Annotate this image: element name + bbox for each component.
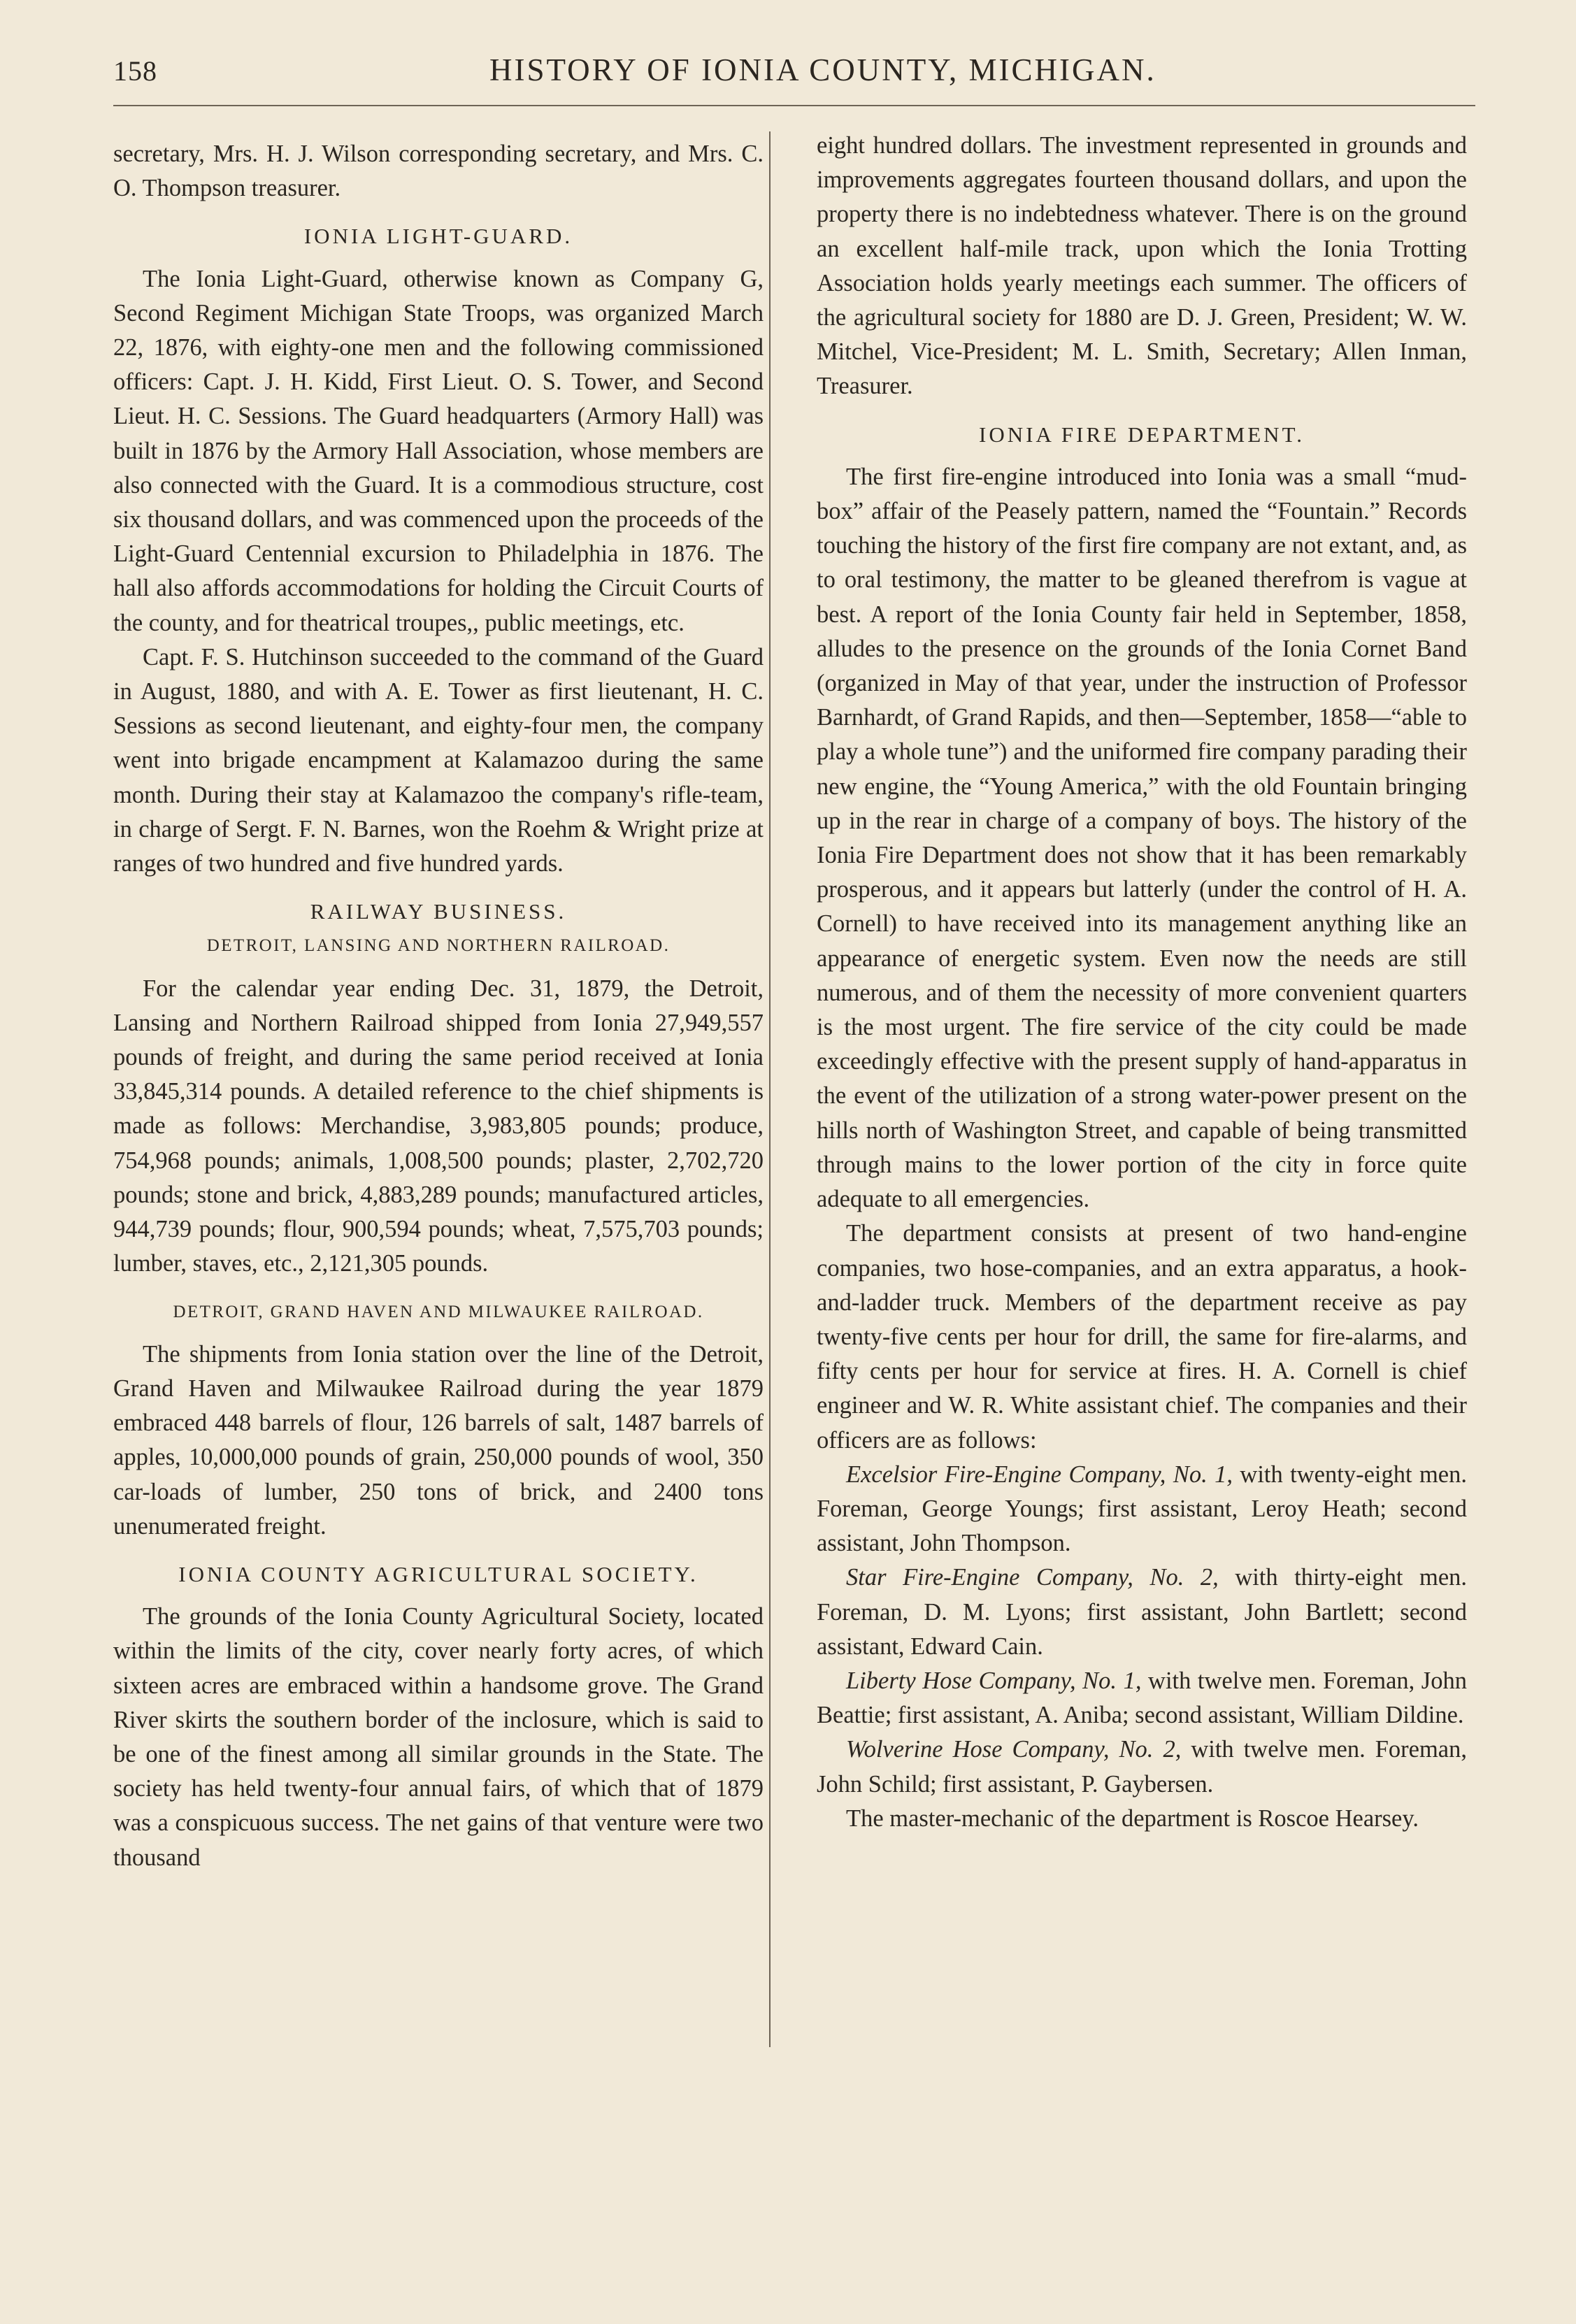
company-text: with twelve men. Foreman, John Beattie; first assistant, A. Aniba; second assistant, William Dildine.: [817, 1667, 1467, 1729]
light-guard-paragraph-2: Capt. F. S. Hutchinson succeeded to the command of the Guard in August, 1880, and with A. E. Tower as first lieutenant, H. C. Sessions as second lieutenant, and eighty-four men, the company went into brigade encampment at Kalamazoo during the same month. During their stay at Kalamazoo the company's rifle-team, in charge of Sergt. F. N. Barnes, won the Roehm & Wright prize at ranges of two hundred and five hundred yards.: [113, 643, 764, 877]
company-name: Liberty Hose Company, No. 1,: [846, 1667, 1142, 1694]
company-entry: [817, 1664, 1467, 1733]
company-text: with thirty-eight men. Foreman, D. M. Lyons; first assistant, John Bartlett; second assistant, Edward Cain.: [817, 1564, 1468, 1660]
company-name: Excelsior Fire-Engine Company, No. 1,: [846, 1461, 1233, 1488]
running-title: HISTORY OF IONIA COUNTY, MICHIGAN.: [489, 52, 1156, 87]
header-rule: [113, 105, 1475, 106]
column-divider: [769, 131, 771, 2047]
company-entry: [817, 1561, 1467, 1664]
railroad-subheading-2: DETROIT, GRAND HAVEN AND MILWAUKEE RAILROAD.: [173, 1302, 704, 1321]
left-column: [113, 137, 764, 1875]
page-number: 158: [113, 55, 157, 87]
light-guard-heading: IONIA LIGHT-GUARD.: [303, 224, 573, 249]
company-name: Star Fire-Engine Company, No. 2,: [846, 1564, 1219, 1591]
railroad-paragraph-2: The shipments from Ionia station over the line of the Detroit, Grand Haven and Milwaukee Railroad during the year 1879 embraced 448 barrels of flour, 126 barrels of salt, 1487 barrels of apples, 10,000,000 pounds of grain, 250,000 pounds of wool, 350 car-loads of lumber, 250 tons of brick, and 2400 tons unenumerated freight.: [113, 1340, 764, 1540]
railroad-paragraph-1: For the calendar year ending Dec. 31, 1879, the Detroit, Lansing and Northern Railroad shipped from Ionia 27,949,557 pounds of freight, and during the same period received at Ionia 33,845,314 pounds. A detailed reference to the chief shipments is made as follows: Merchandise, 3,983,805 pounds; produce, 754,968 pounds; animals, 1,008,500 pounds; plaster, 2,702,720 pounds; stone and brick, 4,883,289 pounds; manufactured articles, 944,739 pounds; flour, 900,594 pounds; wheat, 7,575,703 pounds; lumber, staves, etc., 2,121,305 pounds.: [113, 975, 764, 1277]
agricultural-heading: IONIA COUNTY AGRICULTURAL SOCIETY.: [178, 1561, 699, 1586]
light-guard-paragraph-1: The Ionia Light-Guard, otherwise known as Company G, Second Regiment Michigan State Troops, was organized March 22, 1876, with eighty-one men and the following commissioned officers: Capt. J. H. Kidd, First Lieut. O. S. Tower, and Second Lieut. H. C. Sessions. The Guard headquarters (Armory Hall) was built in 1876 by the Armory Hall Association, whose members are also connected with the Guard. It is a commodious structure, cost six thousand dollars, and was commenced upon the proceeds of the Light-Guard Centennial excursion to Philadelphia in 1876. The hall also affords accommodations for holding the Circuit Courts of the county, and for theatrical troupes,, public meetings, etc.: [113, 265, 764, 636]
fire-department-heading: IONIA FIRE DEPARTMENT.: [979, 422, 1305, 447]
intro-paragraph: secretary, Mrs. H. J. Wilson corresponding secretary, and Mrs. C. O. Thompson treasurer.: [113, 141, 764, 202]
continued-paragraph: eight hundred dollars. The investment represented in grounds and improvements aggregates fourteen thousand dollars, and upon the property there is no indebtedness whatever. There is on the ground an excellent half-mile track, upon which the Ionia Trotting Association holds yearly meetings each summer. The officers of the agricultural society for 1880 are D. J. Green, President; W. W. Mitchel, Vice-President; M. L. Smith, Secretary; Allen Inman, Treasurer.: [817, 132, 1467, 400]
company-name: Wolverine Hose Company, No. 2,: [846, 1736, 1182, 1763]
agricultural-paragraph: The grounds of the Ionia County Agricultural Society, located within the limits of the city, cover nearly forty acres, of which sixteen acres are embraced within a handsome grove. The Grand River skirts the southern border of the inclosure, which is said to be one of the finest among all similar grounds in the State. The society has held twenty-four annual fairs, of which that of 1879 was a conspicuous success. The net gains of that venture were two thousand: [113, 1603, 764, 1871]
company-entry: [817, 1458, 1467, 1561]
company-entry: [817, 1733, 1467, 1801]
company-text: with twenty-eight men. Foreman, George Youngs; first assistant, Leroy Heath; second assistant, John Thompson.: [817, 1461, 1467, 1557]
fire-paragraph-2: The department consists at present of two hand-engine companies, two hose-companies, and an extra apparatus, a hook-and-ladder truck. Members of the department receive as pay twenty-five cents per hour for drill, the same for fire-alarms, and fifty cents per hour for service at fires. H. A. Cornell is chief engineer and W. R. White assistant chief. The companies and their officers are as follows:: [817, 1220, 1467, 1454]
fire-paragraph-1: The first fire-engine introduced into Ionia was a small “mud-box” affair of the Peasely pattern, named the “Fountain.” Records touching the history of the first fire company are not extant, and, as to oral testimony, the matter to be gleaned therefrom is vague at best. A report of the Ionia County fair held in September, 1858, alludes to the presence on the grounds of the Ionia Cornet Band (organized in May of that year, under the instruction of Professor Barnhardt, of Grand Rapids, and then—September, 1858—“able to play a whole tune”) and the uniformed fire company parading their new engine, the “Young America,” with the old Fountain bringing up in the rear in charge of a company of boys. The history of the Ionia Fire Department does not show that it has been remarkably prosperous, and it appears but latterly (under the control of H. A. Cornell) to have received into its management anything like an appearance of energetic system. Even now the needs are still numerous, and of them the necessity of more convenient quarters is the most urgent. The fire service of the city could be made exceedingly effective with the present supply of hand-apparatus in the event of the utilization of a strong water-power present on the hills north of Washington Street, and capable of being transmitted through mains to the lower portion of the city in force quite adequate to all emergencies.: [817, 463, 1467, 1213]
company-text: with twelve men. Foreman, John Schild; first assistant, P. Gaybersen.: [817, 1736, 1467, 1798]
railway-heading: RAILWAY BUSINESS.: [310, 899, 567, 924]
master-mechanic-paragraph: The master-mechanic of the department is Roscoe Hearsey.: [846, 1805, 1419, 1832]
right-column: [817, 129, 1467, 1836]
railroad-subheading-1: DETROIT, LANSING AND NORTHERN RAILROAD.: [206, 936, 671, 956]
